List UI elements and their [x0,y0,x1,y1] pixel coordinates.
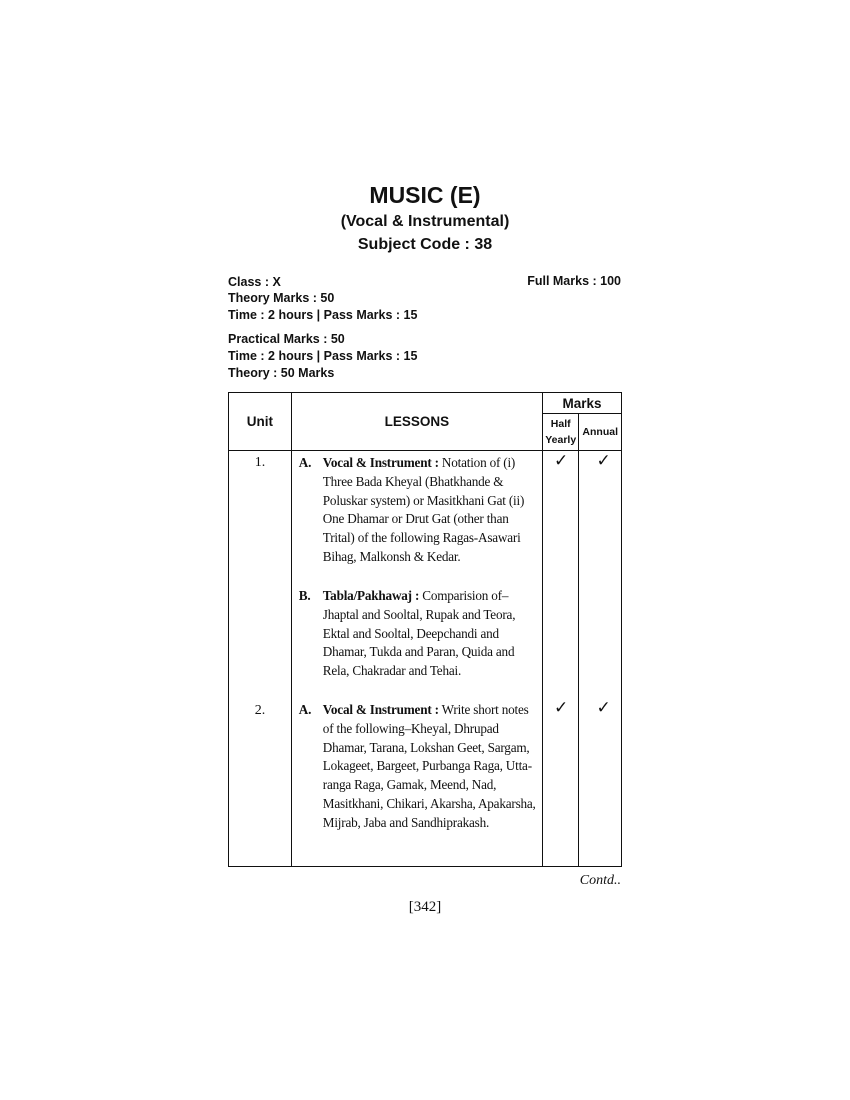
lessons-header: LESSONS [291,393,542,451]
lesson-item [297,701,539,833]
half-yearly-header [542,414,578,451]
check-icon: ✓ [553,698,569,718]
lesson-body: Notation of (i) Three Bada Kheyal (Bhatkhande & Poluskar system) or Masitkhani Gat (ii) One Dhamar or Drut Gat (other than Trital) of the following Ragas-Asawari Bihag, Malkonsh & Kedar. [322,455,525,564]
half-label: Half [550,418,571,430]
document-subtitle: (Vocal & Instrumental) [340,213,510,230]
lesson-text [323,701,539,833]
unit-header: Unit [229,393,292,451]
lesson-item [297,587,539,681]
lesson-heading: Vocal & Instrument : [322,702,439,717]
lesson-letter: A. [298,455,312,470]
lesson-body: Write short notes of the following–Kheyal, Dhrupad Dhamar, Tarana, Lokshan Geet, Sargam, Lokageet, Bargeet, Purbanga Raga, Utta-ranga Raga, Gamak, Meend, Nad, Masitkhani, Chikari, Akarsha, Apakarsha, Mijrab, Jaba and Sandhiprakash. [322,702,536,830]
theory-section-heading: Theory : 50 Marks [228,366,335,380]
annual-column [579,451,622,867]
class-label: Class : X [228,275,281,289]
lesson-text [323,454,539,567]
lessons-column [291,451,542,867]
lesson-letter: A. [298,702,312,717]
marks-header: Marks [542,393,621,414]
yearly-label: Yearly [545,434,577,446]
theory-marks: Theory Marks : 50 [228,291,335,305]
check-icon: ✓ [553,451,569,471]
syllabus-table [228,392,622,867]
table-header-row [229,393,622,414]
practical-marks: Practical Marks : 50 [228,332,345,346]
lesson-body: Comparision of–Jhaptal and Sooltal, Rupak and Teora, Ektal and Sooltal, Deepchandi and Dhamar, Tukda and Paran, Quida and Rela, Chakradar and Tehai. [322,588,516,679]
annual-header: Annual [579,414,622,451]
unit-column [229,451,292,867]
lesson-heading: Tabla/Pakhawaj : [322,588,420,603]
page-number: [342] [408,899,442,915]
lesson-item [297,454,539,567]
theory-time-pass: Time : 2 hours | Pass Marks : 15 [228,308,418,322]
check-icon: ✓ [596,451,611,471]
half-yearly-column [542,451,578,867]
lesson-text [323,587,539,681]
unit-number: 2. [254,703,266,718]
unit-number: 1. [254,455,266,470]
lesson-letter: B. [298,588,311,603]
table-body-row [229,451,622,867]
continued-note: Contd.. [579,873,621,888]
lesson-heading: Vocal & Instrument : [322,455,439,470]
document-title: MUSIC (E) [369,182,481,208]
check-icon: ✓ [596,698,611,718]
subject-code: Subject Code : 38 [357,236,493,253]
practical-time-pass: Time : 2 hours | Pass Marks : 15 [228,349,418,363]
full-marks: Full Marks : 100 [527,274,621,288]
